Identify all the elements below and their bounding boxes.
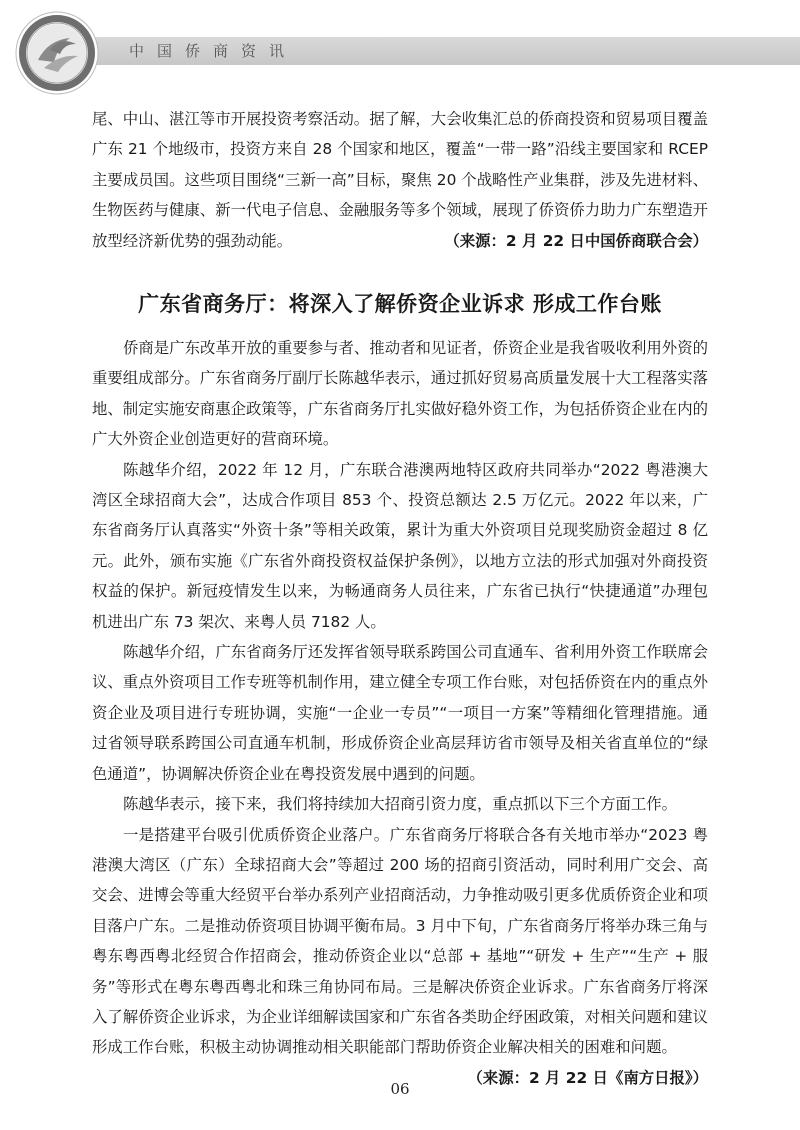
intro-source: （来源：2 月 22 日中国侨商联合会） [444, 231, 708, 250]
article-paragraph: 陈越华介绍，广东省商务厅还发挥省领导联系跨国公司直通车、省利用外资工作联席会议、重点外资项目工作专班等机制作用，建立健全专项工作台账，对包括侨资在内的重点外资企业及项目进行专班协调，实施“一企业一专员”“一项目一方案”等精细化管理措施。通过省领导联系跨国公司直通车机制，形成侨资企业高层拜访省市领导及相关省直单位的“绿色通道”，协调解决侨资企业在粤投资发展中遇到的问题。 [92, 643, 708, 783]
article-paragraph: 一是搭建平台吸引优质侨资企业落户。广东省商务厅将联合各有关地市举办“2023 粤港澳大湾区（广东）全球招商大会”等超过 200 场的招商引资活动，同时利用广交会、高交会、进博会等重大经贸平台举办系列产业招商活动，力争推动吸引更多优质侨资企业和项目落户广东。二是推动侨资项目协调平衡布局。3 月中下旬，广东省商务厅将举办珠三角与粤东粤西粤北经贸合作招商会，推动侨资企业以“总部 + 基地”“研发 + 生产”“生产 + 服务”等形式在粤东粤西粤北和珠三角协同布局。三是解决侨资企业诉求。广东省商务厅将深入了解侨资企业诉求，为企业详细解读国家和广东省各类助企纾困政策，对相关问题和建议形成工作台账，积极主动协调推动相关职能部门帮助侨资企业解决相关的困难和问题。 [92, 825, 708, 1057]
header-title: 中国侨商资讯 [129, 42, 298, 60]
intro-paragraph [92, 104, 708, 256]
article-paragraph: 陈越华介绍，2022 年 12 月，广东联合港澳两地特区政府共同举办“2022 粤港澳大湾区全球招商大会”，达成合作项目 853 个、投资总额达 2.5 万亿元。2022 年以来，广东省商务厅认真落实“外资十条”等相关政策，累计为重大外资项目兑现奖励资金超过 8 亿元。此外，颁布实施《广东省外商投资权益保护条例》，以地方立法的形式加强对外商投资权益的保护。新冠疫情发生以来，为畅通商务人员往来，广东省已执行“快捷通道”办理包机进出广东 73 架次、来粤人员 7182 人。 [92, 460, 708, 631]
intro-text: 尾、中山、湛江等市开展投资考察活动。据了解，大会收集汇总的侨商投资和贸易项目覆盖广东 21 个地级市，投资方来自 28 个国家和地区，覆盖“一带一路”沿线主要国家和 RCEP 主要成员国。这些项目围绕“三新一高”目标，聚焦 20 个战略性产业集群，涉及先进材料、生物医药与健康、新一代电子信息、金融服务等多个领域，展现了侨资侨力助力广东塑造开放型经济新优势的强劲动能。 [92, 110, 708, 250]
page-number: 06 [390, 1080, 410, 1098]
article-paragraph: 陈越华表示，接下来，我们将持续加大招商引资力度，重点抓以下三个方面工作。 [123, 795, 678, 814]
intro-section [92, 104, 708, 256]
logo-icon [14, 10, 100, 96]
page-header [0, 0, 800, 100]
article-source: （来源：2 月 22 日《南方日报》） [467, 1068, 708, 1087]
article-title: 广东省商务厅：将深入了解侨资企业诉求 形成工作台账 [138, 292, 662, 316]
article-title-wrap [92, 288, 708, 318]
article-paragraph: 侨商是广东改革开放的重要参与者、推动者和见证者，侨资企业是我省吸收利用外资的重要组成部分。广东省商务厅副厅长陈越华表示，通过抓好贸易高质量发展十大工程落实落地、制定实施安商惠企政策等，广东省商务厅扎实做好稳外资工作，为包括侨资企业在内的广大外资企业创造更好的营商环境。 [92, 339, 708, 449]
article-body [92, 333, 708, 1093]
